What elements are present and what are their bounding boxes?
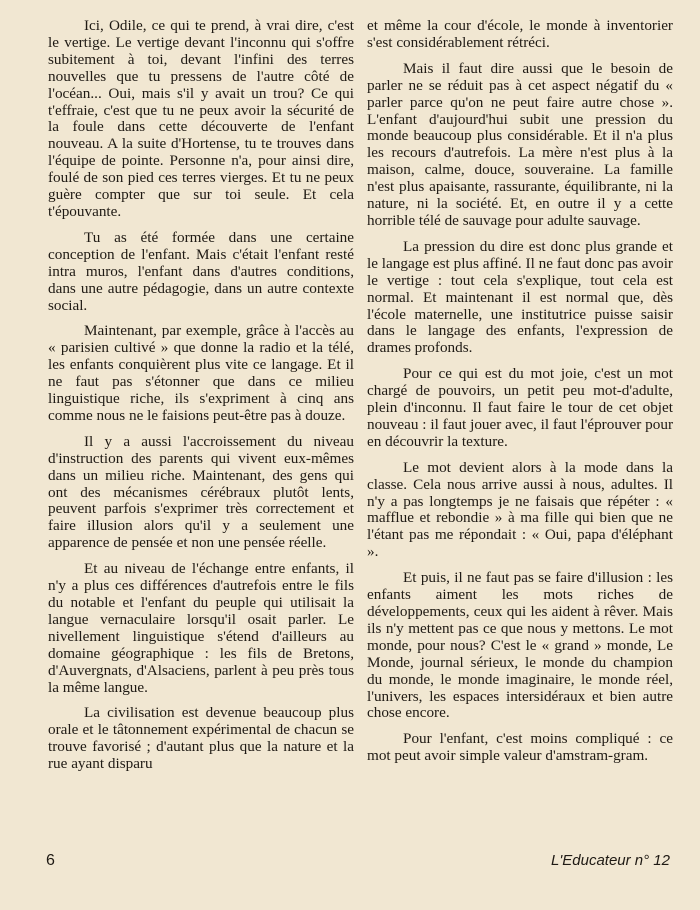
paragraph: La civilisation est devenue beaucoup plus orale et le tâtonnement expérimental de chacun se trouve favorisé ; d'autant plus que la nature et la rue ayant disparu [48,704,354,773]
journal-title: L'Educateur n° 12 [551,852,670,869]
paragraph: Pour l'enfant, c'est moins compliqué : ce mot peut avoir simple valeur d'amstram-gram. [367,730,673,765]
page-number: 6 [46,852,55,869]
paragraph: Mais il faut dire aussi que le besoin de parler ne se réduit pas à cet aspect négatif du « parler parce qu'on ne peut faire autre chose ». L'enfant d'aujourd'hui subit une pression du monde beaucoup plus considérable. Et il n'a plus les recours d'autrefois. La mère n'est plus à la maison, calme, douce, souveraine. La famille n'est plus apaisante, rassurante, équilibrante, ni la nature, ni la société. Et, en outre il y a cette horrible télé de sauvage pour adulte sauvage. [367,59,673,229]
paragraph: Et puis, il ne faut pas se faire d'illusion : les enfants aiment les mots riches de développements, ceux qui les aident à rêver. Mais ils n'y mettent pas ce que nous y mettons. Le mot monde, pour nous? C'est le « grand » monde, Le Monde, journal sérieux, le monde du champion du monde, le monde imaginaire, le monde réel, l'univers, les espaces intersidéraux et bien autre chose encore. [367,569,673,722]
paragraph: Tu as été formée dans une certaine conception de l'enfant. Mais c'était l'enfant resté intra muros, l'enfant dans d'autres conditions, dans une autre pédagogie, dans un autre contexte social. [48,228,354,314]
paragraph: Et au niveau de l'échange entre enfants, il n'y a plus ces différences d'autrefois entre le fils du notable et l'enfant du peuple qui utilisait la langue vernaculaire lorsqu'il osait parler. Le nivellement linguistique s'étend d'ailleurs au domaine géographique : les fils de Bretons, d'Auvergnats, d'Alsaciens, parlent à peu près tous la même langue. [48,560,354,696]
right-column [367,18,673,774]
paragraph: Pour ce qui est du mot joie, c'est un mot chargé de pouvoirs, un petit peu mot-d'adulte, plein d'inconnu. Il faut faire le tour de cet objet nouveau : il faut jouer avec, il faut l'éprouver pour en découvrir la texture. [367,365,673,450]
paragraph: Le mot devient alors à la mode dans la classe. Cela nous arrive aussi à nous, adultes. Il n'y a pas longtemps je ne faisais que répéter : « mafflue et rebondie » à ma fille qui bien que ne l'étant pas me répondait : « Oui, papa d'éléphant ». [367,458,673,561]
paragraph: Il y a aussi l'accroissement du niveau d'instruction des parents qui vivent eux-mêmes dans un milieu riche. Maintenant, des gens qui ont des mécanismes cérébraux plutôt lents, peuvent parfois s'exprimer très correctement et faire illusion alors qu'il y a seulement une apparence de pensée et non une pensée réelle. [48,432,354,552]
paragraph: Ici, Odile, ce qui te prend, à vrai dire, c'est le vertige. Le vertige devant l'inconnu qui s'offre subitement à toi, devant l'infini des terres nouvelles que tu pressens de l'autre côté de l'océan... Oui, mais s'il y avait un trou? Ce qui t'effraie, c'est que tu ne peux avoir la sécurité de la foule dans cette découverte de l'enfant nouveau. A la suite d'Hortense, tu te trouves dans l'équipe de pointe. Personne n'a, pour ainsi dire, foulé de son pied ces terres vierges. Et tu ne peux guère compter que sur toi seule. Et cela t'épouvante. [48,17,354,220]
left-column [48,18,354,782]
paragraph-continuation: et même la cour d'école, le monde à inventorier s'est considérablement rétréci. [367,17,673,51]
paragraph: Maintenant, par exemple, grâce à l'accès au « parisien cultivé » que donne la radio et la télé, les enfants conquièrent plus vite ce langage. Et il ne faut pas s'étonner que dans ce milieu linguistique riche, ils s'expriment à cinq ans comme nous ne le faisions peut-être pas à douze. [48,322,354,424]
paragraph: La pression du dire est donc plus grande et le langage est plus affiné. Il ne faut donc pas avoir le vertige : tout cela s'explique, tout cela est normal. Et maintenant il est normal que, dès l'école maternelle, une institutrice puisse saisir dans le langage des enfants, l'expression de drames profonds. [367,237,673,357]
